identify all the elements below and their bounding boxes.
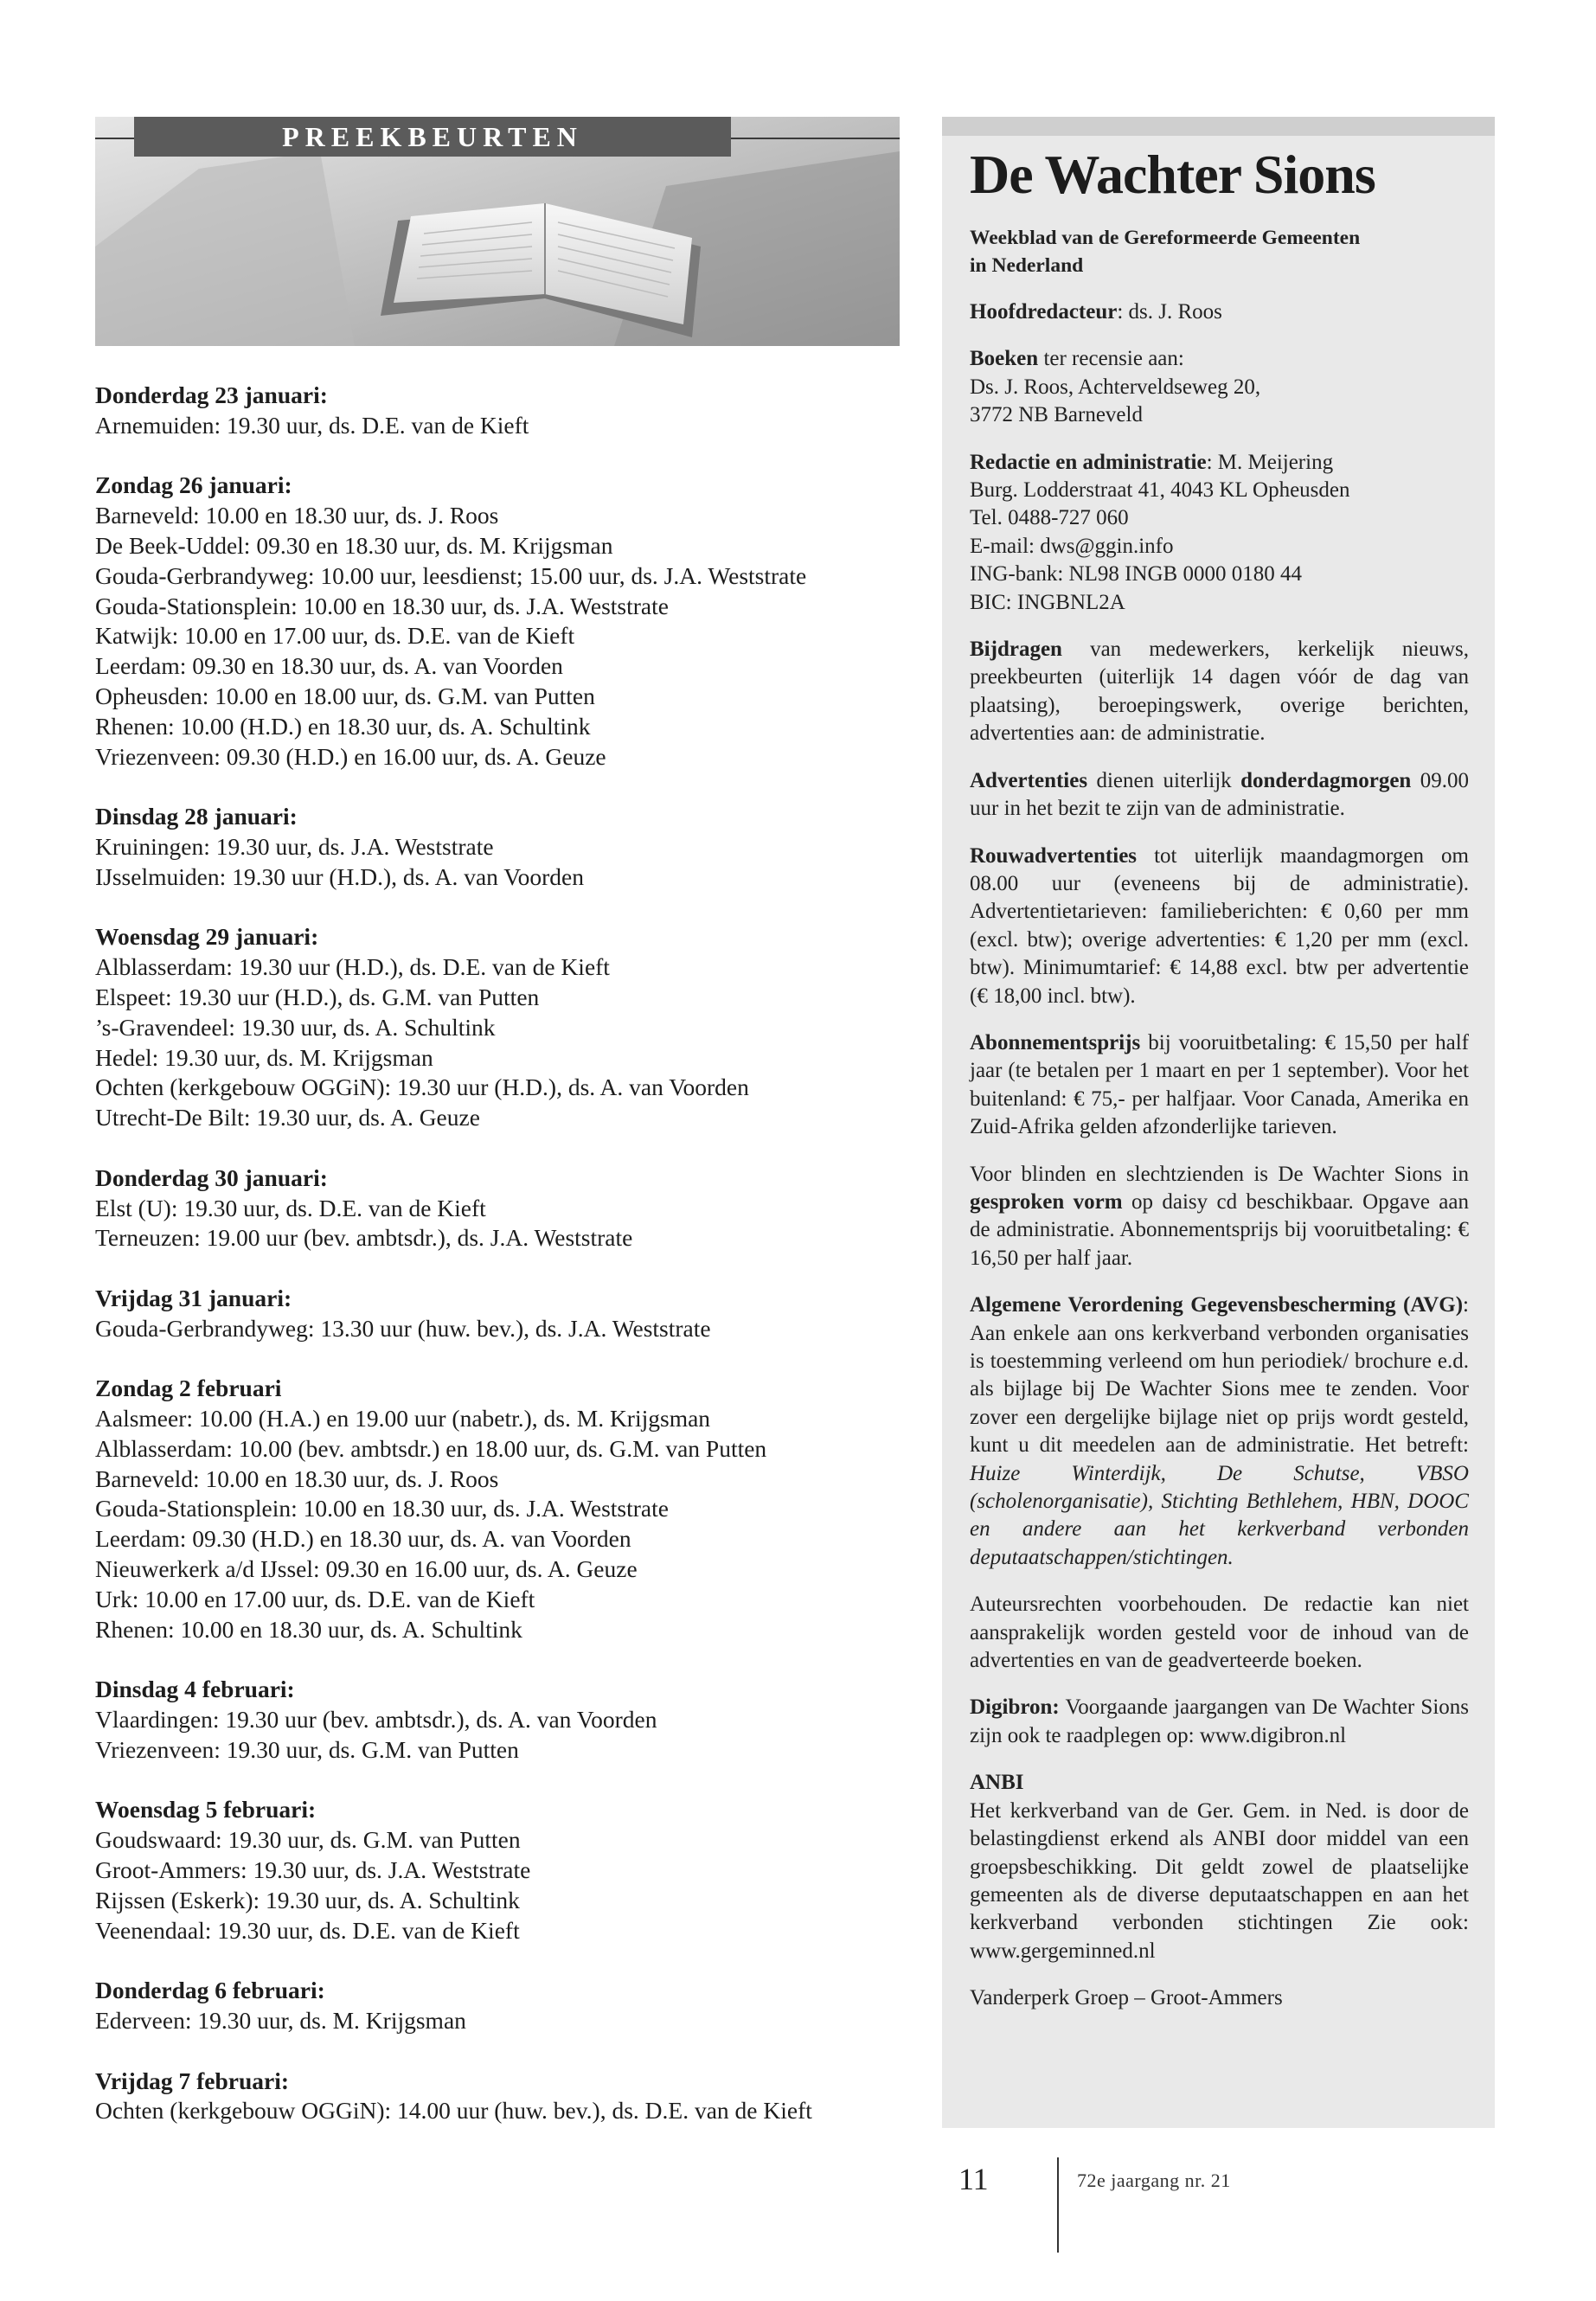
service-entry: Leerdam: 09.30 en 18.30 uur, ds. A. van Voorden <box>95 652 563 680</box>
service-schedule <box>95 381 900 2126</box>
preekbeurten-banner <box>95 117 900 346</box>
service-entry: Terneuzen: 19.00 uur (bev. ambtsdr.), ds. J.A. Weststrate <box>95 1224 633 1252</box>
colophon-box <box>942 117 1495 2128</box>
schedule-day-heading: Vrijdag 7 februari: <box>95 2067 290 2094</box>
audio-format: gesproken vorm <box>970 1189 1123 1214</box>
audio-text: Voor blinden en slechtzienden is De Wachter Sions in <box>970 1162 1469 1186</box>
ads-text: dienen uiterlijk <box>1087 768 1241 792</box>
service-entry: Rhenen: 10.00 en 18.30 uur, ds. A. Schultink <box>95 1615 522 1643</box>
schedule-day-heading: Donderdag 23 januari: <box>95 381 328 408</box>
service-entry: Arnemuiden: 19.30 uur, ds. D.E. van de Kieft <box>95 411 529 439</box>
books-address-line-1: Ds. J. Roos, Achterveldseweg 20, <box>970 375 1261 399</box>
avg-text: : Aan enkele aan ons kerkverband verbonden organisaties is toestemming verleend om hun periodiek/ brochure e.d. als bijlage bij De Wachter Sions mee te zenden. Voor zover een dergelijke bijlage niet op prijs wordt gesteld, kunt u dit meedelen aan de administratie. Het betreft: <box>970 1293 1469 1458</box>
audio-text-end: op daisy cd beschikbaar. Opgave aan de administratie. Abonnementsprijs bij vooruitbetaling: € 16,50 per half jaar. <box>970 1189 1469 1270</box>
subscription-label: Abonnementsprijs <box>970 1030 1141 1054</box>
service-entry: Katwijk: 10.00 en 17.00 uur, ds. D.E. van de Kieft <box>95 622 575 650</box>
section-title: PREEKBEURTEN <box>134 117 731 157</box>
service-entry: Nieuwerkerk a/d IJssel: 09.30 en 16.00 uur, ds. A. Geuze <box>95 1555 638 1583</box>
subscription-info <box>970 1029 1469 1142</box>
service-entry: Kruiningen: 19.30 uur, ds. J.A. Weststrate <box>95 832 494 860</box>
service-entry: Utrecht-De Bilt: 19.30 uur, ds. A. Geuze <box>95 1104 480 1131</box>
service-entry: Groot-Ammers: 19.30 uur, ds. J.A. Weststrate <box>95 1856 531 1884</box>
schedule-day-heading: Donderdag 6 februari: <box>95 1977 325 2004</box>
admin-name: : M. Meijering <box>1206 450 1334 474</box>
anbi-text: Het kerkverband van de Ger. Gem. in Ned. is door de belastingdienst erkend als ANBI door middel van een groepsbeschikking. Dit geldt zowel de plaatselijke gemeenten als de diverse deputaatschappen en aan het kerkverband verbonden stichtingen Zie ook: www.gergeminned.nl <box>970 1798 1469 1963</box>
service-entry: Ochten (kerkgebouw OGGiN): 14.00 uur (huw. bev.), ds. D.E. van de Kieft <box>95 2097 812 2125</box>
service-entry: Opheusden: 10.00 en 18.00 uur, ds. G.M. van Putten <box>95 682 595 709</box>
mourning-ads-info <box>970 843 1469 1010</box>
service-entry: Goudswaard: 19.30 uur, ds. G.M. van Putten <box>95 1826 521 1854</box>
masthead-title: De Wachter Sions <box>970 144 1375 205</box>
schedule-day <box>95 1795 900 1945</box>
schedule-day <box>95 802 900 892</box>
books-label: Boeken <box>970 347 1039 371</box>
copyright-info: Auteursrechten voorbehouden. De redactie kan niet aansprakelijk worden gesteld voor de inhoud van de advertenties en van de geadverteerde boeken. <box>970 1593 1469 1673</box>
admin-bank: ING-bank: NL98 INGB 0000 0180 44 <box>970 562 1302 586</box>
service-entry: IJsselmuiden: 19.30 uur (H.D.), ds. A. van Voorden <box>95 862 584 890</box>
editor-label: Hoofdredacteur <box>970 300 1118 324</box>
schedule-day-heading: Dinsdag 4 februari: <box>95 1676 295 1703</box>
admin-label: Redactie en administratie <box>970 450 1207 474</box>
service-entry: Alblasserdam: 10.00 (bev. ambtsdr.) en 18.00 uur, ds. G.M. van Putten <box>95 1434 767 1462</box>
subtitle-line-1: Weekblad van de Gereformeerde Gemeenten <box>970 227 1361 249</box>
preekbeurten-column <box>95 117 900 2157</box>
service-entry: Veenendaal: 19.30 uur, ds. D.E. van de Kieft <box>95 1916 520 1944</box>
editor-info <box>970 298 1469 326</box>
service-entry: Vlaardingen: 19.30 uur (bev. ambtsdr.), ds. A. van Voorden <box>95 1706 657 1734</box>
service-entry: Urk: 10.00 en 17.00 uur, ds. D.E. van de Kieft <box>95 1585 535 1612</box>
service-entry: Barneveld: 10.00 en 18.30 uur, ds. J. Roos <box>95 502 499 529</box>
schedule-day-heading: Donderdag 30 januari: <box>95 1163 328 1191</box>
schedule-day-heading: Woensdag 29 januari: <box>95 923 319 951</box>
service-entry: ’s-Gravendeel: 19.30 uur, ds. A. Schultink <box>95 1013 496 1041</box>
schedule-day <box>95 2067 900 2127</box>
schedule-day-heading: Zondag 26 januari: <box>95 471 292 499</box>
digibron-label: Digibron: <box>970 1695 1060 1720</box>
ads-deadline: donderdagmorgen <box>1240 768 1412 792</box>
schedule-day <box>95 471 900 772</box>
digibron-info <box>970 1694 1469 1750</box>
page-number: 11 <box>958 2162 989 2196</box>
contributions-label: Bijdragen <box>970 638 1062 662</box>
service-entry: Barneveld: 10.00 en 18.30 uur, ds. J. Roos <box>95 1465 499 1492</box>
schedule-day-heading: Zondag 2 februari <box>95 1375 282 1402</box>
contributions-text: van medewerkers, kerkelijk nieuws, preekbeurten (uiterlijk 14 dagen vóór de dag van plaatsing), beroepingswerk, overige berichten, advertenties aan: de administratie. <box>970 638 1469 746</box>
service-entry: Gouda-Gerbrandyweg: 13.30 uur (huw. bev.), ds. J.A. Weststrate <box>95 1314 711 1342</box>
digibron-text: Voorgaande jaargangen van De Wachter Sions zijn ook te raadplegen op: www.digibron.nl <box>970 1695 1469 1747</box>
colophon-top-bar <box>942 117 1495 136</box>
anbi-label: ANBI <box>970 1771 1024 1795</box>
service-entry: Ochten (kerkgebouw OGGiN): 19.30 uur (H.D.), ds. A. van Voorden <box>95 1074 749 1101</box>
administration-info <box>970 449 1469 617</box>
admin-email: E-mail: dws@ggin.info <box>970 534 1174 558</box>
schedule-day <box>95 1163 900 1253</box>
service-entry: Leerdam: 09.30 (H.D.) en 18.30 uur, ds. A. van Voorden <box>95 1525 631 1553</box>
footer-divider <box>1057 2157 1059 2253</box>
service-entry: Alblasserdam: 19.30 uur (H.D.), ds. D.E. van de Kieft <box>95 953 610 981</box>
books-text: ter recensie aan: <box>1038 347 1184 371</box>
service-entry: Rhenen: 10.00 (H.D.) en 18.30 uur, ds. A. Schultink <box>95 712 591 740</box>
avg-info <box>970 1292 1469 1572</box>
service-entry: Elspeet: 19.30 uur (H.D.), ds. G.M. van Putten <box>95 983 540 1010</box>
service-entry: Gouda-Stationsplein: 10.00 en 18.30 uur, ds. J.A. Weststrate <box>95 592 669 619</box>
admin-bic: BIC: INGBNL2A <box>970 590 1125 614</box>
subtitle-line-2: in Nederland <box>970 254 1084 277</box>
masthead-subtitle <box>970 224 1469 279</box>
service-entry: Gouda-Stationsplein: 10.00 en 18.30 uur, ds. J.A. Weststrate <box>95 1495 669 1522</box>
books-info <box>970 345 1469 429</box>
schedule-day <box>95 1675 900 1765</box>
service-entry: Vriezenveen: 09.30 (H.D.) en 16.00 uur, ds. A. Geuze <box>95 742 606 770</box>
anbi-info <box>970 1769 1469 1965</box>
schedule-day-heading: Dinsdag 28 januari: <box>95 803 298 830</box>
service-entry: Gouda-Gerbrandyweg: 10.00 uur, leesdienst; 15.00 uur, ds. J.A. Weststrate <box>95 561 807 589</box>
service-entry: Elst (U): 19.30 uur, ds. D.E. van de Kieft <box>95 1194 486 1221</box>
subscription-text: bij vooruitbetaling: € 15,50 per half jaar (te betalen per 1 maart en per 1 september). Voor het buitenland: € 75,- per halfjaar. Voor Canada, Amerika en Zuid-Afrika gelden afzonderlijke tarieven. <box>970 1030 1469 1139</box>
schedule-day <box>95 922 900 1133</box>
service-entry: Rijssen (Eskerk): 19.30 uur, ds. A. Schultink <box>95 1886 520 1913</box>
schedule-day <box>95 1374 900 1644</box>
ads-label: Advertenties <box>970 768 1088 792</box>
avg-label: Algemene Verordening Gegevensbescherming (AVG) <box>970 1293 1464 1317</box>
service-entry: Aalsmeer: 10.00 (H.A.) en 19.00 uur (nabetr.), ds. M. Krijgsman <box>95 1405 711 1433</box>
mourning-label: Rouwadvertenties <box>970 843 1138 868</box>
admin-phone: Tel. 0488-727 060 <box>970 506 1129 530</box>
printer-info: Vanderperk Groep – Groot-Ammers <box>970 1986 1283 2010</box>
schedule-day-heading: Vrijdag 31 januari: <box>95 1284 292 1311</box>
schedule-day <box>95 381 900 441</box>
editor-value: : ds. J. Roos <box>1117 300 1222 324</box>
mourning-text: tot uiterlijk maandagmorgen om 08.00 uur (eveneens bij de administratie). Advertentietarieven: familieberichten: € 0,60 per mm (excl. btw); overige advertenties: € 1,20 per mm (excl. btw). Minimumtarief: € 14,88 excl. btw per advertentie (€ 18,00 incl. btw). <box>970 843 1469 1008</box>
contributions-info <box>970 636 1469 748</box>
schedule-day <box>95 1976 900 2036</box>
advertisements-info <box>970 767 1469 824</box>
volume-info: 72e jaargang nr. 21 <box>1077 2170 1231 2191</box>
service-entry: Vriezenveen: 19.30 uur, ds. G.M. van Putten <box>95 1735 519 1763</box>
service-entry: Ederveen: 19.30 uur, ds. M. Krijgsman <box>95 2007 466 2035</box>
audio-edition-info <box>970 1161 1469 1273</box>
service-entry: De Beek-Uddel: 09.30 en 18.30 uur, ds. M. Krijgsman <box>95 531 613 559</box>
admin-address: Burg. Lodderstraat 41, 4043 KL Opheusden <box>970 478 1350 503</box>
service-entry: Hedel: 19.30 uur, ds. M. Krijgsman <box>95 1043 433 1071</box>
schedule-day <box>95 1284 900 1344</box>
schedule-day-heading: Woensdag 5 februari: <box>95 1796 317 1823</box>
books-address-line-2: 3772 NB Barneveld <box>970 403 1143 427</box>
ads-text-end: 09.00 uur in het bezit te zijn van de administratie. <box>970 768 1470 821</box>
avg-organisations: Huize Winterdijk, De Schutse, VBSO (scholenorganisatie), Stichting Bethlehem, HBN, DOOC en andere aan het kerkverband verbonden deputaatschappen/stichtingen. <box>970 1461 1469 1569</box>
